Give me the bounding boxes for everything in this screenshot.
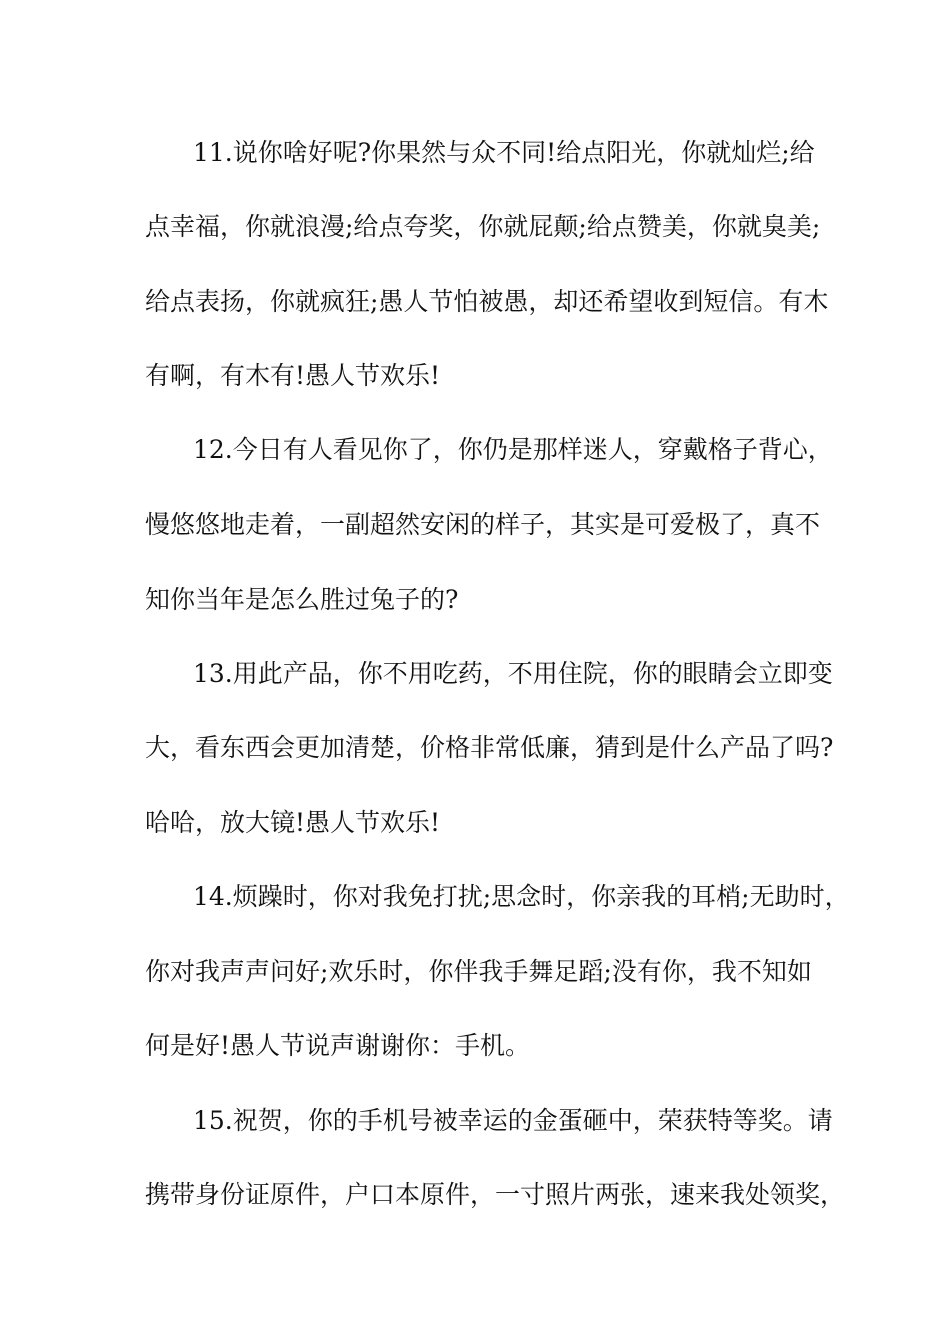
paragraph-14-line-3: 何是好!愚人节说声谢谢你：手机。 [145, 1031, 531, 1060]
paragraph-14-line-2: 你对我声声问好;欢乐时，你伴我手舞足蹈;没有你，我不知如 [145, 957, 812, 986]
paragraph-13-line-2: 大，看东西会更加清楚，价格非常低廉，猜到是什么产品了吗? [145, 733, 834, 762]
paragraph-14-line-1: 14.烦躁时，你对我免打扰;思念时，你亲我的耳梢;无助时， [193, 882, 850, 911]
paragraph-13-line-1: 13.用此产品，你不用吃药，不用住院，你的眼睛会立即变 [193, 659, 833, 688]
paragraph-11-line-1: 11.说你啥好呢?你果然与众不同!给点阳光，你就灿烂;给 [193, 138, 815, 167]
paragraph-12-line-2: 慢悠悠地走着，一副超然安闲的样子，其实是可爱极了，真不 [145, 510, 821, 539]
paragraph-12-line-1: 12.今日有人看见你了，你仍是那样迷人，穿戴格子背心， [193, 435, 833, 464]
paragraph-11-line-4: 有啊，有木有!愚人节欢乐! [145, 361, 441, 390]
paragraph-13-line-3: 哈哈，放大镜!愚人节欢乐! [145, 808, 441, 837]
paragraph-11-line-2: 点幸福，你就浪漫;给点夸奖，你就屁颠;给点赞美，你就臭美; [145, 212, 821, 241]
paragraph-11-line-3: 给点表扬，你就疯狂;愚人节怕被愚，却还希望收到短信。有木 [145, 287, 829, 316]
paragraph-12-line-3: 知你当年是怎么胜过兔子的? [145, 585, 459, 614]
paragraph-15-line-2: 携带身份证原件，户口本原件，一寸照片两张，速来我处领奖， [145, 1180, 846, 1209]
paragraph-15-line-1: 15.祝贺，你的手机号被幸运的金蛋砸中，荣获特等奖。请 [193, 1106, 833, 1135]
